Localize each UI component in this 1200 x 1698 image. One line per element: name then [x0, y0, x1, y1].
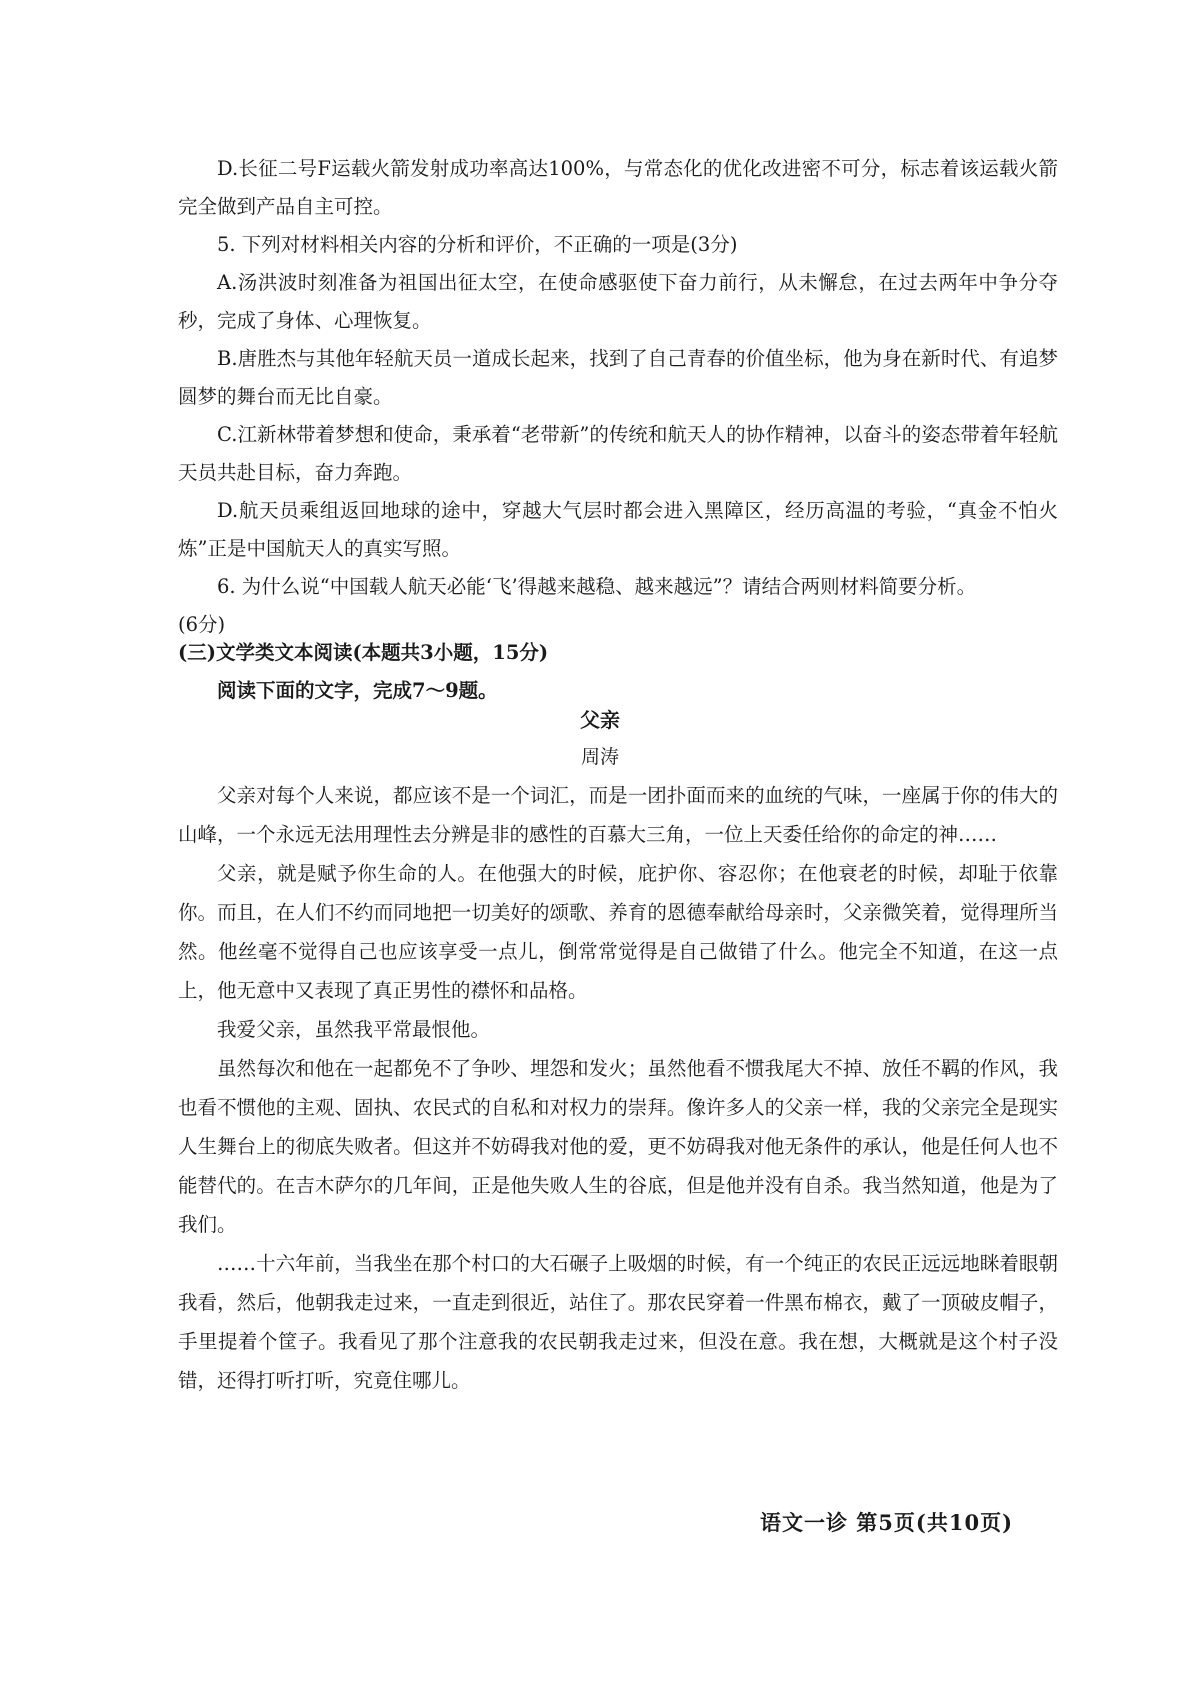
article-paragraph: 父亲，就是赋予你生命的人。在他强大的时候，庇护你、容忍你；在他衰老的时候，却耻于依靠你。而且，在人们不约而同地把一切美好的颂歌、养育的恩德奉献给母亲时，父亲微笑着，觉得理所当然。他丝毫不觉得自己也应该享受一点儿，倒常常觉得是自己做错了什么。他完全不知道，在这一点上，他无意中又表现了真正男性的襟怀和品格。 [178, 862, 1058, 1002]
article-paragraph: ……十六年前，当我坐在那个村口的大石碾子上吸烟的时候，有一个纯正的农民正远远地眯着眼朝我看，然后，他朝我走过来，一直走到很近，站住了。那农民穿着一件黑布棉衣，戴了一顶破皮帽子，手里提着个筐子。我看见了那个注意我的农民朝我走过来，但没在意。我在想，大概就是这个村子没错，还得打听打听，究竟住哪儿。 [178, 1252, 1058, 1392]
article-author: 周涛 [580, 746, 619, 768]
section3-heading: (三)文学类文本阅读(本题共3小题，15分) [178, 641, 549, 664]
q5-option-a: A.汤洪波时刻准备为祖国出征太空，在使命感驱使下奋力前行，从未懈怠，在过去两年中争分夺秒，完成了身体、心理恢复。 [178, 271, 1058, 332]
article-paragraph: 父亲对每个人来说，都应该不是一个词汇，而是一团扑面而来的血统的气味，一座属于你的伟大的山峰，一个永远无法用理性去分辨是非的感性的百慕大三角，一位上天委任给你的命定的神…… [178, 784, 1058, 846]
q5-option-d: D.航天员乘组返回地球的途中，穿越大气层时都会进入黑障区，经历高温的考验，“真金不怕火炼”正是中国航天人的真实写照。 [178, 499, 1058, 560]
q4-option-d: D.长征二号F运载火箭发射成功率高达100%，与常态化的优化改进密不可分，标志着该运载火箭完全做到产品自主可控。 [178, 157, 1058, 218]
q6-score: (6分) [178, 613, 226, 636]
q5-stem: 5. 下列对材料相关内容的分析和评价，不正确的一项是(3分) [217, 233, 738, 256]
section-heading-block [178, 634, 1058, 710]
article-paragraph: 虽然每次和他在一起都免不了争吵、埋怨和发火；虽然他看不惯我尾大不掉、放任不羁的作风，我也看不惯他的主观、固执、农民式的自私和对权力的崇拜。像许多人的父亲一样，我的父亲完全是现实人生舞台上的彻底失败者。但这并不妨碍我对他的爱，更不妨碍我对他无条件的承认，他是任何人也不能替代的。在吉木萨尔的几年间，正是他失败人生的谷底，但是他并没有自杀。我当然知道，他是为了我们。 [178, 1057, 1058, 1236]
page-footer: 语文一诊 第5页(共10页) [760, 1510, 1014, 1535]
q6-stem: 6. 为什么说“中国载人航天必能‘飞’得越来越稳、越来越远”？请结合两则材料简要分析。 [217, 575, 977, 598]
question-block [178, 150, 1058, 644]
q5-option-b: B.唐胜杰与其他年轻航天员一道成长起来，找到了自己青春的价值坐标，他为身在新时代、有追梦圆梦的舞台而无比自豪。 [178, 347, 1058, 408]
article-body [178, 776, 1058, 1400]
section3-instruction: 阅读下面的文字，完成7～9题。 [217, 679, 498, 702]
article-paragraph: 我爱父亲，虽然我平常最恨他。 [217, 1018, 491, 1041]
article-title: 父亲 [580, 708, 620, 732]
q5-option-c: C.江新林带着梦想和使命，秉承着“老带新”的传统和航天人的协作精神，以奋斗的姿态带着年轻航天员共赴目标，奋力奔跑。 [178, 423, 1058, 484]
